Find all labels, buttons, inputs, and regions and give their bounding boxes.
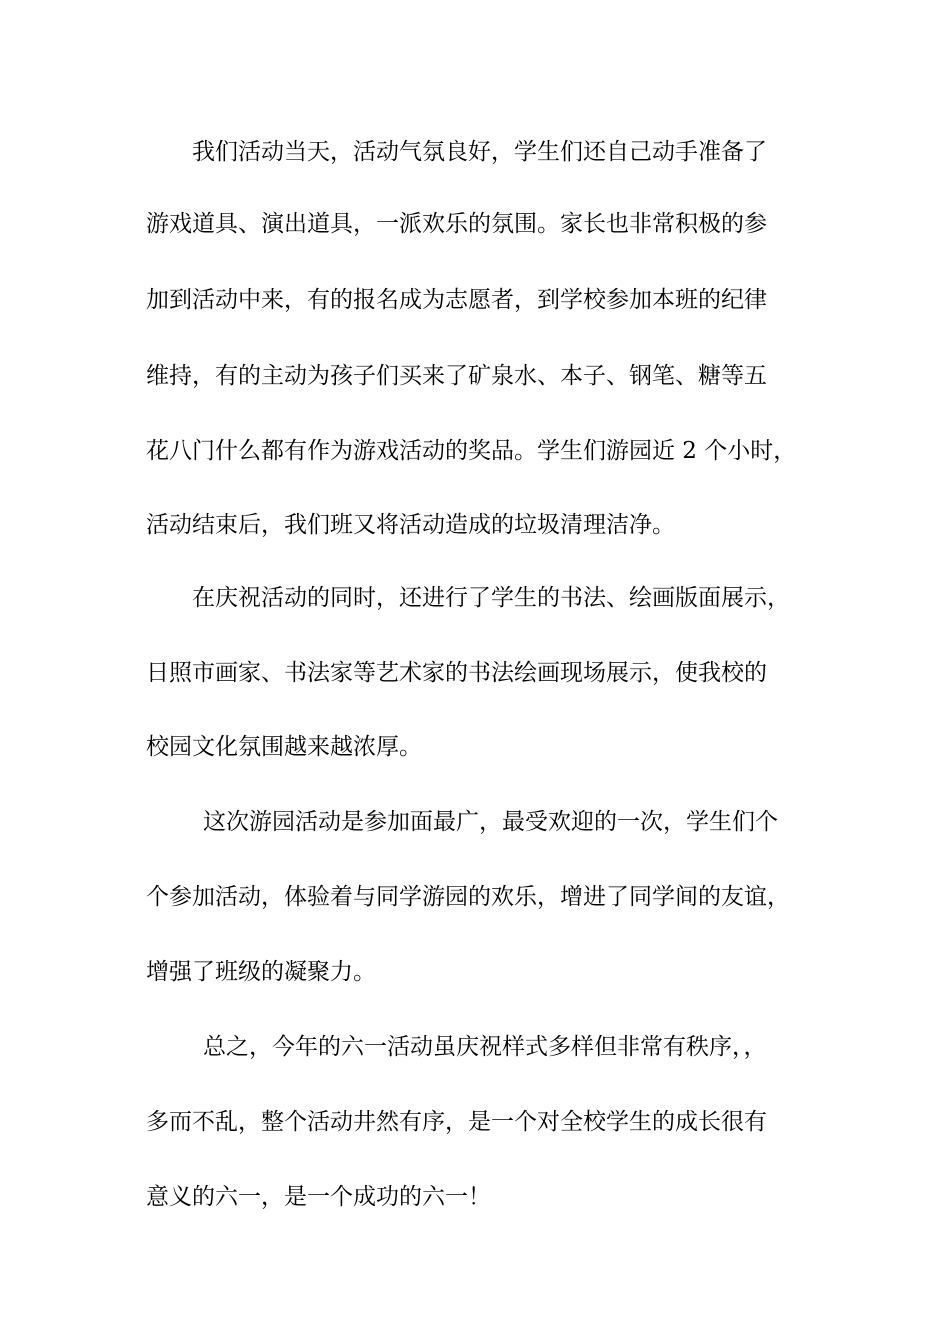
paragraph-1-line-4: 维持，有的主动为孩子们买来了矿泉水、本子、钢笔、糖等五 (146, 363, 767, 389)
paragraph-3-line-2: 个参加活动，体验着与同学游园的欢乐，增进了同学间的友谊， (146, 884, 790, 910)
paragraph-4-line-1: 总之，今年的六一活动虽庆祝样式多样但非常有秩序，， (203, 1034, 767, 1060)
paragraph-1-line-1: 我们活动当天，活动气氛良好，学生们还自己动手准备了 (192, 139, 767, 165)
paragraph-2-line-3: 校园文化氛围越来越浓厚。 (146, 734, 422, 760)
paragraph-1-line-6: 活动结束后，我们班又将活动造成的垃圾清理洁净。 (146, 512, 675, 538)
paragraph-3-line-1: 这次游园活动是参加面最广，最受欢迎的一次，学生们个 (203, 809, 778, 835)
paragraph-3-line-3: 增强了班级的凝聚力。 (146, 959, 376, 985)
paragraph-2-line-1: 在庆祝活动的同时，还进行了学生的书法、绘画版面展示， (192, 585, 790, 611)
paragraph-4-line-3: 意义的六一，是一个成功的六一！ (146, 1184, 491, 1210)
paragraph-4-line-2: 多而不乱，整个活动井然有序，是一个对全校学生的成长很有 (146, 1109, 767, 1135)
paragraph-2-line-2: 日照市画家、书法家等艺术家的书法绘画现场展示，使我校的 (146, 660, 767, 686)
paragraph-1-line-3: 加到活动中来，有的报名成为志愿者，到学校参加本班的纪律 (146, 287, 767, 313)
paragraph-1-line-5: 花八门什么都有作为游戏活动的奖品。学生们游园近 2 个小时， (146, 438, 797, 464)
paragraph-1-line-2: 游戏道具、演出道具，一派欢乐的氛围。家长也非常积极的参 (146, 211, 767, 237)
